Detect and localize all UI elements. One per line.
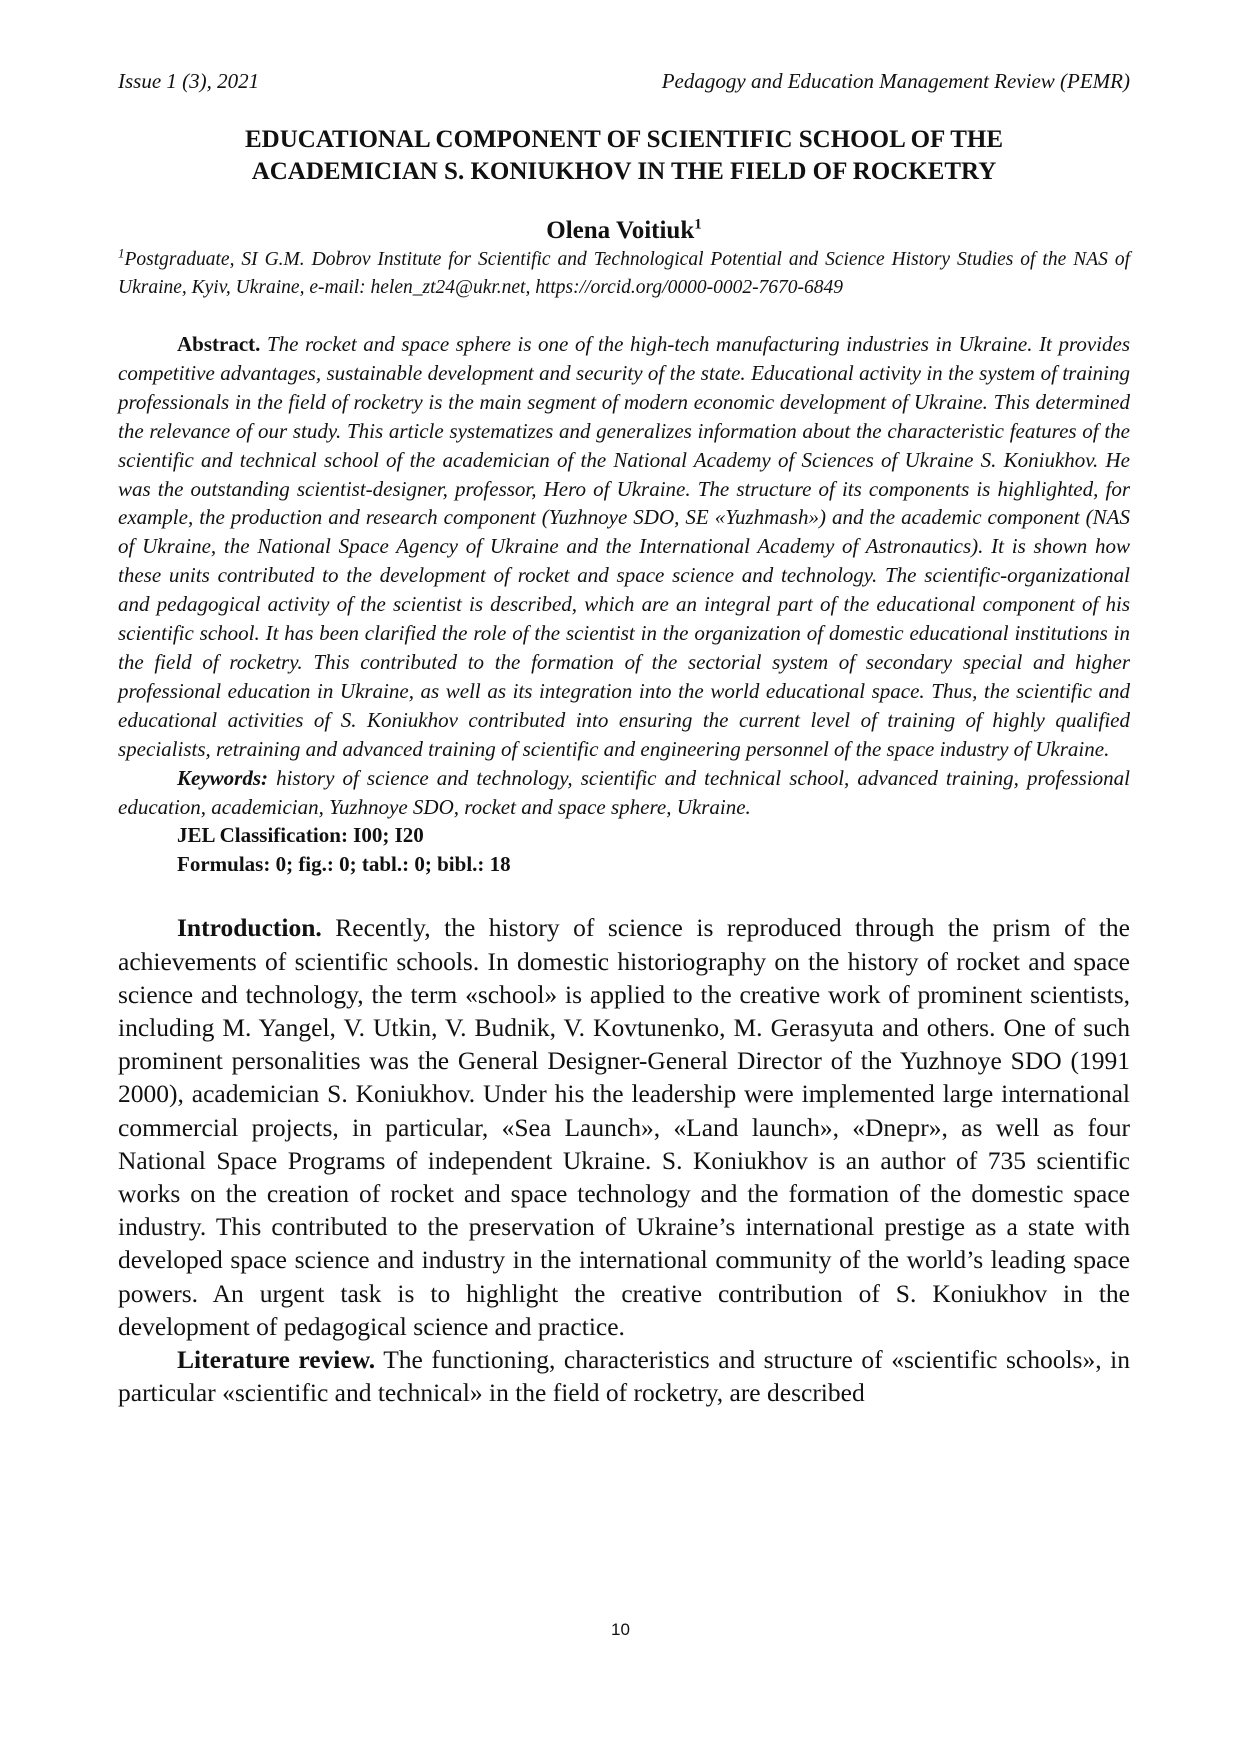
- issue-label: Issue 1 (3), 2021: [118, 69, 260, 93]
- literature-review-paragraph: [118, 1343, 1130, 1409]
- introduction-text: Recently, the history of science is reproduced through the prism of the achievements of scientific schools. In domestic historiography on the history of rocket and space science and technology, the term «school» is applied to the creative work of prominent scientists, including M. Yangel, V. Utkin, V. Budnik, V. Kovtunenko, M. Gerasyuta and others. One of such prominent personalities was the General Designer-General Director of the Yuzhnoye SDO (1991 2000), academician S. Koniukhov. Under his the leadership were implemented large international commercial projects, in particular, «Sea Launch», «Land launch», «Dnepr», as well as four National Space Programs of independent Ukraine. S. Koniukhov is an author of 735 scientific works on the creation of rocket and space technology and the formation of the domestic space industry. This contributed to the preservation of Ukraine’s international prestige as a state with developed space science and industry in the international community of the world’s leading space powers. An urgent task is to highlight the creative contribution of S. Koniukhov in the development of pedagogical science and practice.: [118, 913, 1131, 1341]
- introduction-paragraph: [118, 911, 1130, 1343]
- author-line: [118, 216, 1130, 246]
- author-name: Olena Voitiuk: [546, 217, 695, 244]
- title-line-1: EDUCATIONAL COMPONENT OF SCIENTIFIC SCHOOL OF THE: [245, 126, 1003, 153]
- keywords-label: Keywords:: [177, 765, 268, 790]
- jel-classification: JEL Classification: I00; I20: [177, 823, 424, 848]
- running-header: [118, 68, 1130, 94]
- title-line-2: ACADEMICIAN S. KONIUKHOV IN THE FIELD OF ROCKETRY: [251, 158, 997, 185]
- abstract-label: Abstract.: [177, 332, 261, 356]
- literature-review-text: The functioning, characteristics and structure of «scientific schools», in particular «scientific and technical» in the field of rocketry, are described: [118, 1345, 1130, 1408]
- article-title: [118, 124, 1130, 188]
- introduction-label: Introduction.: [177, 913, 322, 943]
- affiliation-text: Postgraduate, SI G.M. Dobrov Institute for Scientific and Technological Potential and Science History Studies of the NAS of Ukraine, Kyiv, Ukraine, e-mail: helen_zt24@ukr.net, https://orcid.org/0000-0002-7670-6849: [118, 249, 1130, 298]
- author-affiliation: [118, 246, 1130, 302]
- journal-name: Pedagogy and Education Management Review (PEMR): [661, 69, 1130, 93]
- literature-review-label: Literature review.: [177, 1345, 376, 1375]
- abstract-paragraph: [118, 330, 1130, 764]
- author-superscript: 1: [694, 216, 702, 233]
- affiliation-superscript: 1: [118, 245, 125, 261]
- keywords-paragraph: [118, 764, 1130, 822]
- page: [118, 68, 1130, 1409]
- keywords-text: history of science and technology, scientific and technical school, advanced training, professional education, academician, Yuzhnoye SDO, rocket and space sphere, Ukraine.: [118, 765, 1131, 819]
- page-number: 10: [611, 1620, 630, 1639]
- formulas-count: Formulas: 0; fig.: 0; tabl.: 0; bibl.: 18: [177, 852, 511, 877]
- abstract-text: The rocket and space sphere is one of the high-tech manufacturing industries in Ukraine. It provides competitive advantages, sustainable development and security of the state. Educational activity in the system of training professionals in the field of rocketry is the main segment of modern economic development of Ukraine. This determined the relevance of our study. This article systematizes and generalizes information about the characteristic features of the scientific and technical school of the academician of the National Academy of Sciences of Ukraine S. Koniukhov. He was the outstanding scientist-designer, professor, Hero of Ukraine. The structure of its components is highlighted, for example, the production and research component (Yuzhnoye SDO, SE «Yuzhmash») and the academic component (NAS of Ukraine, the National Space Agency of Ukraine and the International Academy of Astronautics). It is shown how these units contributed to the development of rocket and space science and technology. The scientific-organizational and pedagogical activity of the scientist is described, which are an integral part of the educational component of his scientific school. It has been clarified the role of the scientist in the organization of domestic educational institutions in the field of rocketry. This contributed to the formation of the sectorial system of secondary special and higher professional education in Ukraine, as well as its integration into the world educational space. Thus, the scientific and educational activities of S. Koniukhov contributed into ensuring the current level of training of highly qualified specialists, retraining and advanced training of scientific and engineering personnel of the space industry of Ukraine.: [118, 332, 1130, 761]
